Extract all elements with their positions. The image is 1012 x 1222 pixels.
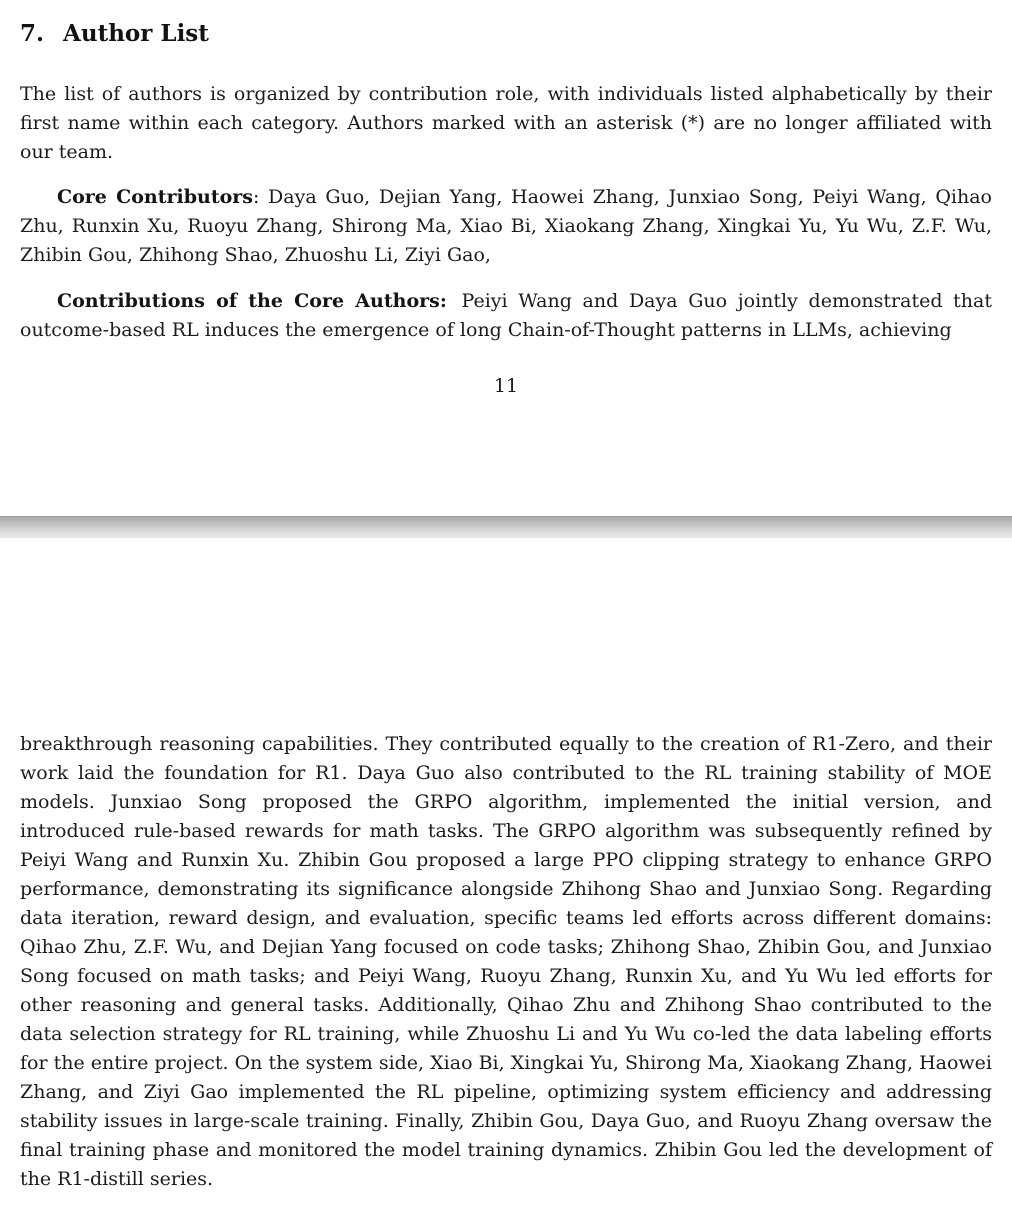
core-contributors-paragraph [20, 183, 992, 270]
section-number: 7. [20, 20, 45, 47]
intro-paragraph: The list of authors is organized by contribution role, with individuals listed alphabetically by their first name within each category. Authors marked with an asterisk (*) are no longer affiliated with our team. [20, 83, 992, 163]
continuation-paragraph: breakthrough reasoning capabilities. They contributed equally to the creation of R1-Zero, and their work laid the foundation for R1. Daya Guo also contributed to the RL training stability of MOE models. Junxiao Song proposed the GRPO algorithm, implemented the initial version, and introduced rule-based rewards for math tasks. The GRPO algorithm was subsequently refined by Peiyi Wang and Runxin Xu. Zhibin Gou proposed a large PPO clipping strategy to enhance GRPO performance, demonstrating its significance alongside Zhihong Shao and Junxiao Song. Regarding data iteration, reward design, and evaluation, specific teams led efforts across different domains: Qihao Zhu, Z.F. Wu, and Dejian Yang focused on code tasks; Zhihong Shao, Zhibin Gou, and Junxiao Song focused on math tasks; and Peiyi Wang, Ruoyu Zhang, Runxin Xu, and Yu Wu led efforts for other reasoning and general tasks. Additionally, Qihao Zhu and Zhihong Shao contributed to the data selection strategy for RL training, while Zhuoshu Li and Yu Wu co-led the data labeling efforts for the entire project. On the system side, Xiao Bi, Xingkai Yu, Shirong Ma, Xiaokang Zhang, Haowei Zhang, and Ziyi Gao implemented the RL pipeline, optimizing system efficiency and addressing stability issues in large-scale training. Finally, Zhibin Gou, Daya Guo, and Ruoyu Zhang oversaw the final training phase and monitored the model training dynamics. Zhibin Gou led the development of the R1-distill series. [20, 733, 992, 1190]
contributions-label: Contributions of the Core Authors: [57, 290, 447, 312]
contributions-text: Peiyi Wang and Daya Guo jointly demonstrated that outcome-based RL induces the emergence of long Chain-of-Thought patterns in LLMs, achieving [20, 290, 992, 341]
section-title: Author List [63, 20, 209, 47]
pdf-page-11 [0, 0, 1012, 516]
core-contributors-label: Core Contributors [57, 186, 253, 208]
page-separator [0, 516, 1012, 538]
section-heading [20, 22, 992, 46]
page-number: 11 [493, 375, 519, 397]
core-contributors-names: : Daya Guo, Dejian Yang, Haowei Zhang, Junxiao Song, Peiyi Wang, Qihao Zhu, Runxin Xu, Ruoyu Zhang, Shirong Ma, Xiao Bi, Xiaokang Zhang, Xingkai Yu, Yu Wu, Z.F. Wu, Zhibin Gou, Zhihong Shao, Zhuoshu Li, Ziyi Gao, [20, 186, 992, 266]
contributions-paragraph [20, 287, 992, 345]
pdf-page-12 [0, 538, 1012, 1222]
